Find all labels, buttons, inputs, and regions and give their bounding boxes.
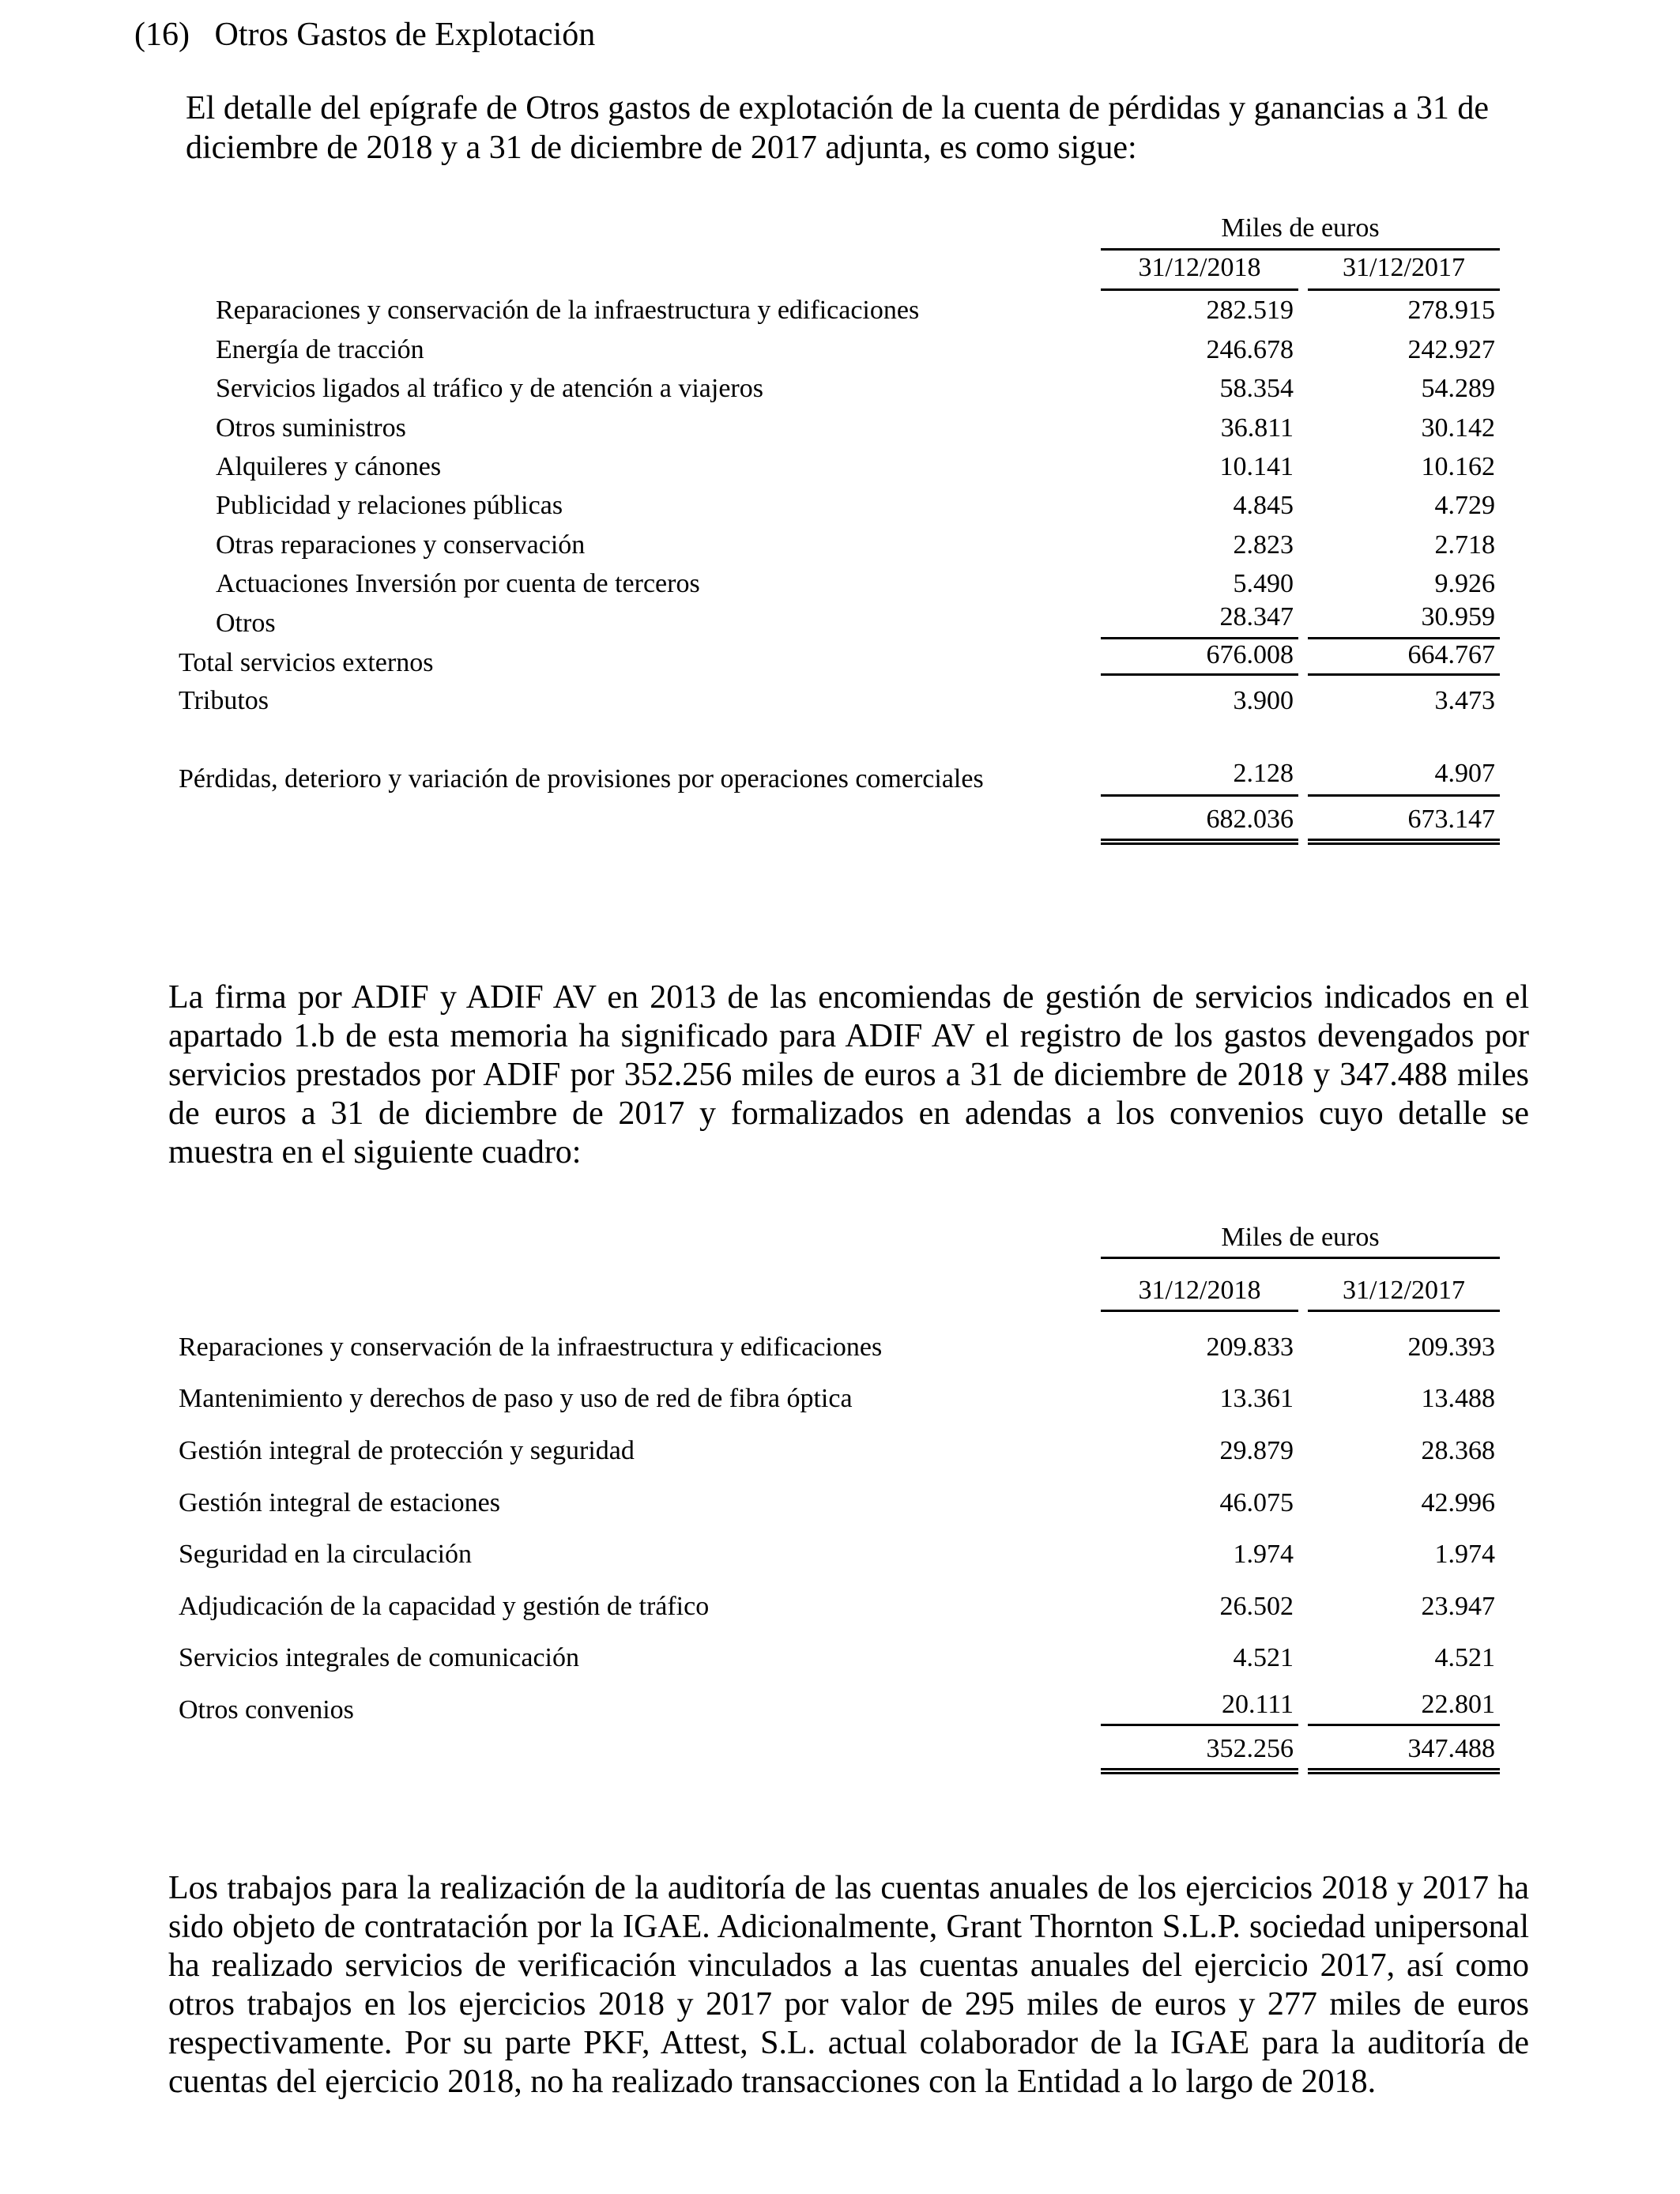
table2-row-label: Mantenimiento y derechos de paso y uso de red de fibra óptica	[179, 1384, 853, 1413]
table1-row-label: Otros suministros	[216, 413, 406, 443]
section-title: Otros Gastos de Explotación	[214, 17, 596, 53]
table2-row-label: Reparaciones y conservación de la infraestructura y edificaciones	[179, 1333, 883, 1362]
table1-row-2017: 54.289	[1421, 374, 1495, 403]
table1-row-2017: 10.162	[1421, 452, 1495, 481]
table2-row-label: Gestión integral de estaciones	[179, 1488, 500, 1517]
table2-row-2017: 28.368	[1421, 1436, 1495, 1465]
table2-row-2017: 42.996	[1421, 1488, 1495, 1517]
table1-tributos-label: Tributos	[179, 686, 269, 715]
table1-row-2018: 4.845	[1233, 491, 1294, 520]
section-number: (16)	[134, 17, 190, 53]
table1-row-2017: 9.926	[1434, 569, 1495, 598]
table1-grand-total-2018: 682.036	[1206, 805, 1294, 834]
table2-row-label: Adjudicación de la capacidad y gestión de tráfico	[179, 1592, 710, 1621]
table2-row-2018: 29.879	[1219, 1436, 1294, 1465]
table2-row-2018: 4.521	[1233, 1643, 1294, 1672]
table1-row-label: Otras reparaciones y conservación	[216, 530, 586, 560]
table1-row-2017: 2.718	[1434, 530, 1495, 560]
table2-col-2017-rule	[1308, 1310, 1500, 1312]
table1-row-2018: 246.678	[1206, 335, 1294, 364]
table2-row-2018: 209.833	[1206, 1333, 1294, 1362]
table2-total-rule-2017	[1308, 1724, 1500, 1726]
table1-unit-header: Miles de euros	[1221, 213, 1380, 243]
table1-row-label: Otros	[216, 609, 276, 638]
table2-col-2017: 31/12/2017	[1343, 1276, 1465, 1305]
table2-row-2018: 20.111	[1222, 1690, 1294, 1719]
table2-grand-total-2017: 347.488	[1407, 1734, 1495, 1763]
table1-col-2017-rule	[1308, 288, 1500, 291]
table1-row-2017: 242.927	[1407, 335, 1495, 364]
table1-row-label: Alquileres y cánones	[216, 452, 442, 481]
table1-grand-total-2017: 673.147	[1407, 805, 1495, 834]
table1-row-label: Publicidad y relaciones públicas	[216, 491, 563, 520]
table1-perdidas-2018: 2.128	[1233, 759, 1294, 788]
table2-row-2017: 1.974	[1434, 1540, 1495, 1569]
table1-row-label: Energía de tracción	[216, 335, 424, 364]
table2-row-label: Otros convenios	[179, 1695, 354, 1725]
table1-row-2018: 58.354	[1219, 374, 1294, 403]
closing-paragraph: Los trabajos para la realización de la auditoría de las cuentas anuales de los ejercicios 2018 y 2017 ha sido objeto de contratación por la IGAE. Adicionalmente, Grant Thornton S.L.P. sociedad unipersonal ha realizado servicios de verificación vinculados a las cuentas anuales del ejercicio 2017, así como otros trabajos en los ejercicios 2018 y 2017 por valor de 295 miles de euros y 277 miles de euros respectivamente. Por su parte PKF, Attest, S.L. actual colaborador de la IGAE para la auditoría de cuentas del ejercicio 2018, no ha realizado transacciones con la Entidad a lo largo de 2018.	[168, 1870, 1529, 2100]
table1-total-rule-2017	[1308, 794, 1500, 797]
table1-row-2017: 278.915	[1407, 296, 1495, 325]
table1-header-rule	[1101, 248, 1500, 251]
table1-row-label: Actuaciones Inversión por cuenta de terceros	[216, 569, 700, 598]
table2-row-2017: 13.488	[1421, 1384, 1495, 1413]
table1-row-label: Servicios ligados al tráfico y de atención a viajeros	[216, 374, 763, 403]
table1-total-externos-2018: 676.008	[1206, 640, 1294, 669]
table1-subtotal-close-rule-2017	[1308, 673, 1500, 676]
table2-total-rule-2018	[1101, 1724, 1298, 1726]
table1-tributos-2018: 3.900	[1233, 686, 1294, 715]
table1-row-2017: 4.729	[1434, 491, 1495, 520]
table2-row-2018: 13.361	[1219, 1384, 1294, 1413]
table1-row-2018: 36.811	[1220, 413, 1294, 443]
table1-row-2018: 10.141	[1219, 452, 1294, 481]
table1-perdidas-label: Pérdidas, deterioro y variación de provisiones por operaciones comerciales	[179, 764, 984, 794]
table2-row-label: Servicios integrales de comunicación	[179, 1643, 579, 1672]
table1-total-externos-2017: 664.767	[1407, 640, 1495, 669]
table2-unit-header: Miles de euros	[1221, 1223, 1380, 1252]
table1-row-2018: 5.490	[1233, 569, 1294, 598]
table1-perdidas-2017: 4.907	[1434, 759, 1495, 788]
table1-row-2017: 30.142	[1421, 413, 1495, 443]
table2-row-2018: 46.075	[1219, 1488, 1294, 1517]
table1-double-rule-2017	[1308, 839, 1500, 845]
table1-col-2017: 31/12/2017	[1343, 253, 1465, 282]
table1-col-2018: 31/12/2018	[1138, 253, 1261, 282]
table2-row-label: Gestión integral de protección y seguridad	[179, 1436, 635, 1465]
table2-header-rule	[1101, 1257, 1500, 1259]
table2-double-rule-2017	[1308, 1768, 1500, 1774]
table2-row-2018: 1.974	[1233, 1540, 1294, 1569]
table2-col-2018-rule	[1101, 1310, 1298, 1312]
table2-grand-total-2018: 352.256	[1206, 1734, 1294, 1763]
table1-double-rule-2018	[1101, 839, 1298, 845]
table1-row-2018: 2.823	[1233, 530, 1294, 560]
table2-double-rule-2018	[1101, 1768, 1298, 1774]
table2-row-2018: 26.502	[1219, 1592, 1294, 1621]
table1-subtotal-close-rule-2018	[1101, 673, 1298, 676]
table2-row-2017: 22.801	[1421, 1690, 1495, 1719]
table1-col-2018-rule	[1101, 288, 1298, 291]
table2-row-2017: 4.521	[1434, 1643, 1495, 1672]
table1-total-externos-label: Total servicios externos	[179, 648, 434, 677]
section-heading	[134, 16, 595, 54]
table2-row-2017: 209.393	[1407, 1333, 1495, 1362]
table2-row-label: Seguridad en la circulación	[179, 1540, 473, 1569]
table1-total-rule-2018	[1101, 794, 1298, 797]
table2-col-2018: 31/12/2018	[1138, 1276, 1261, 1305]
table1-subtotal-rule-2018	[1101, 637, 1298, 639]
table1-subtotal-rule-2017	[1308, 637, 1500, 639]
table1-row-2017: 30.959	[1421, 602, 1495, 631]
table1-tributos-2017: 3.473	[1434, 686, 1495, 715]
table2-row-2017: 23.947	[1421, 1592, 1495, 1621]
table1-row-label: Reparaciones y conservación de la infraestructura y edificaciones	[216, 296, 920, 325]
middle-paragraph: La firma por ADIF y ADIF AV en 2013 de las encomiendas de gestión de servicios indicados en el apartado 1.b de esta memoria ha significado para ADIF AV el registro de los gastos devengados por servicios prestados por ADIF por 352.256 miles de euros a 31 de diciembre de 2018 y 347.488 miles de euros a 31 de diciembre de 2017 y formalizados en adendas a los convenios cuyo detalle se muestra en el siguiente cuadro:	[168, 979, 1529, 1171]
intro-paragraph: El detalle del epígrafe de Otros gastos de explotación de la cuenta de pérdidas y ganancias a 31 de diciembre de 2018 y a 31 de diciembre de 2017 adjunta, es como sigue:	[186, 90, 1490, 166]
table1-row-2018: 282.519	[1206, 296, 1294, 325]
table1-row-2018: 28.347	[1219, 602, 1294, 631]
